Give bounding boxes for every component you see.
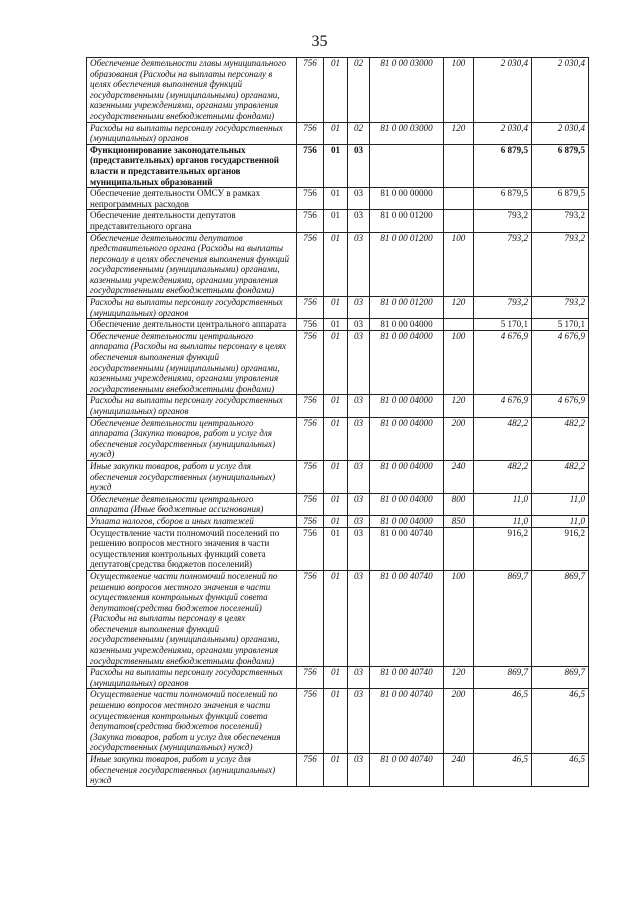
row-sum-2-cell: 916,2 xyxy=(532,527,589,570)
row-csr-cell: 81 0 00 04000 xyxy=(370,330,444,395)
row-csr-cell: 81 0 00 40740 xyxy=(370,527,444,570)
row-ved-cell: 756 xyxy=(297,570,324,666)
row-csr-cell: 81 0 00 04000 xyxy=(370,460,444,493)
table-row xyxy=(87,460,589,493)
row-rz-cell: 01 xyxy=(324,667,348,689)
row-pr-cell: 03 xyxy=(348,330,370,395)
row-sum-1-cell: 793,2 xyxy=(474,210,532,232)
row-rz-cell: 01 xyxy=(324,188,348,210)
row-ved-cell: 756 xyxy=(297,493,324,515)
row-sum-1-cell: 916,2 xyxy=(474,527,532,570)
row-pr-cell: 03 xyxy=(348,515,370,527)
row-csr-cell: 81 0 00 40740 xyxy=(370,689,444,754)
row-name-cell: Обеспечение деятельности центрального аппарата (Расходы на выплаты персоналу в целях обеспечения выполнения функций государственными (муниципальными) органами, казенными учреждениями, органами управления государственными внебюджетными фондами) xyxy=(87,330,297,395)
row-pr-cell: 03 xyxy=(348,319,370,331)
row-sum-2-cell: 46,5 xyxy=(532,689,589,754)
table-row xyxy=(87,527,589,570)
table-row xyxy=(87,570,589,666)
row-rz-cell: 01 xyxy=(324,297,348,319)
row-rz-cell: 01 xyxy=(324,460,348,493)
row-sum-2-cell: 793,2 xyxy=(532,210,589,232)
row-pr-cell: 03 xyxy=(348,210,370,232)
row-sum-1-cell: 869,7 xyxy=(474,570,532,666)
table-row xyxy=(87,122,589,144)
row-sum-1-cell: 11,0 xyxy=(474,515,532,527)
row-vr-cell: 240 xyxy=(444,754,474,787)
row-ved-cell: 756 xyxy=(297,515,324,527)
table-row xyxy=(87,58,589,123)
row-ved-cell: 756 xyxy=(297,210,324,232)
row-sum-2-cell: 46,5 xyxy=(532,754,589,787)
table-row xyxy=(87,297,589,319)
row-ved-cell: 756 xyxy=(297,417,324,460)
row-name-cell: Уплата налогов, сборов и иных платежей xyxy=(87,515,297,527)
row-vr-cell xyxy=(444,319,474,331)
row-pr-cell: 03 xyxy=(348,297,370,319)
row-vr-cell: 120 xyxy=(444,667,474,689)
row-name-cell: Обеспечение деятельности главы муниципального образования (Расходы на выплаты персоналу в целях обеспечения выполнения функций государственными (муниципальными) органами, казенными учреждениями, органами управления государственными внебюджетными фондами) xyxy=(87,58,297,123)
row-csr-cell: 81 0 00 04000 xyxy=(370,417,444,460)
budget-table xyxy=(86,57,589,787)
row-pr-cell: 03 xyxy=(348,395,370,417)
table-row xyxy=(87,493,589,515)
row-sum-1-cell: 2 030,4 xyxy=(474,58,532,123)
table-row xyxy=(87,144,589,187)
row-ved-cell: 756 xyxy=(297,689,324,754)
row-vr-cell: 100 xyxy=(444,570,474,666)
row-name-cell: Осуществление части полномочий поселений по решению вопросов местного значения в части осуществления контрольных функций совета депутатов(средства бюджетов поселений) (Расходы на выплаты персоналу в целях обеспечения выполнения функций государственными (муниципальными) органами, казенными учреждениями, органами управления государственными внебюджетными фондами) xyxy=(87,570,297,666)
row-vr-cell: 200 xyxy=(444,417,474,460)
row-pr-cell: 03 xyxy=(348,144,370,187)
row-sum-1-cell: 793,2 xyxy=(474,297,532,319)
row-csr-cell: 81 0 00 04000 xyxy=(370,515,444,527)
row-csr-cell: 81 0 00 40740 xyxy=(370,570,444,666)
row-pr-cell: 03 xyxy=(348,570,370,666)
row-rz-cell: 01 xyxy=(324,515,348,527)
row-sum-2-cell: 793,2 xyxy=(532,232,589,297)
row-ved-cell: 756 xyxy=(297,330,324,395)
row-sum-2-cell: 793,2 xyxy=(532,297,589,319)
row-rz-cell: 01 xyxy=(324,395,348,417)
row-sum-1-cell: 793,2 xyxy=(474,232,532,297)
row-sum-1-cell: 482,2 xyxy=(474,417,532,460)
row-name-cell: Иные закупки товаров, работ и услуг для обеспечения государственных (муниципальных) нужд xyxy=(87,754,297,787)
row-sum-2-cell: 5 170,1 xyxy=(532,319,589,331)
row-rz-cell: 01 xyxy=(324,493,348,515)
row-vr-cell: 120 xyxy=(444,395,474,417)
row-ved-cell: 756 xyxy=(297,58,324,123)
row-pr-cell: 03 xyxy=(348,417,370,460)
row-sum-2-cell: 869,7 xyxy=(532,570,589,666)
row-rz-cell: 01 xyxy=(324,754,348,787)
row-sum-1-cell: 4 676,9 xyxy=(474,395,532,417)
row-pr-cell: 03 xyxy=(348,460,370,493)
row-rz-cell: 01 xyxy=(324,689,348,754)
row-pr-cell: 03 xyxy=(348,527,370,570)
row-csr-cell: 81 0 00 01200 xyxy=(370,232,444,297)
row-sum-2-cell: 6 879,5 xyxy=(532,144,589,187)
row-csr-cell: 81 0 00 03000 xyxy=(370,58,444,123)
row-sum-1-cell: 482,2 xyxy=(474,460,532,493)
row-name-cell: Обеспечение деятельности центрального аппарата (Иные бюджетные ассигнования) xyxy=(87,493,297,515)
row-name-cell: Функционирование законодательных (представительных) органов государственной власти и представительных органов муниципальных образований xyxy=(87,144,297,187)
row-ved-cell: 756 xyxy=(297,297,324,319)
table-row xyxy=(87,319,589,331)
row-sum-1-cell: 5 170,1 xyxy=(474,319,532,331)
row-vr-cell: 100 xyxy=(444,330,474,395)
table-row xyxy=(87,515,589,527)
row-sum-1-cell: 11,0 xyxy=(474,493,532,515)
row-rz-cell: 01 xyxy=(324,144,348,187)
row-vr-cell xyxy=(444,210,474,232)
row-rz-cell: 01 xyxy=(324,417,348,460)
row-pr-cell: 03 xyxy=(348,754,370,787)
row-csr-cell: 81 0 00 40740 xyxy=(370,667,444,689)
row-csr-cell: 81 0 00 00000 xyxy=(370,188,444,210)
row-name-cell: Обеспечение деятельности депутатов представительного органа xyxy=(87,210,297,232)
row-name-cell: Расходы на выплаты персоналу государственных (муниципальных) органов xyxy=(87,122,297,144)
table-body xyxy=(87,58,589,787)
row-sum-2-cell: 2 030,4 xyxy=(532,122,589,144)
row-vr-cell: 120 xyxy=(444,297,474,319)
row-pr-cell: 03 xyxy=(348,493,370,515)
row-csr-cell: 81 0 00 01200 xyxy=(370,210,444,232)
row-sum-2-cell: 482,2 xyxy=(532,417,589,460)
table-row xyxy=(87,689,589,754)
row-vr-cell: 850 xyxy=(444,515,474,527)
row-vr-cell xyxy=(444,144,474,187)
row-sum-2-cell: 2 030,4 xyxy=(532,58,589,123)
row-sum-1-cell: 46,5 xyxy=(474,754,532,787)
row-vr-cell: 100 xyxy=(444,232,474,297)
table-row xyxy=(87,210,589,232)
row-sum-2-cell: 6 879,5 xyxy=(532,188,589,210)
row-sum-2-cell: 482,2 xyxy=(532,460,589,493)
row-sum-1-cell: 2 030,4 xyxy=(474,122,532,144)
row-pr-cell: 03 xyxy=(348,689,370,754)
row-pr-cell: 03 xyxy=(348,188,370,210)
table-row xyxy=(87,417,589,460)
row-rz-cell: 01 xyxy=(324,319,348,331)
row-vr-cell xyxy=(444,527,474,570)
table-row xyxy=(87,232,589,297)
table-row xyxy=(87,754,589,787)
row-sum-2-cell: 869,7 xyxy=(532,667,589,689)
row-name-cell: Расходы на выплаты персоналу государственных (муниципальных) органов xyxy=(87,667,297,689)
table-row xyxy=(87,188,589,210)
row-ved-cell: 756 xyxy=(297,319,324,331)
row-ved-cell: 756 xyxy=(297,232,324,297)
row-vr-cell: 800 xyxy=(444,493,474,515)
row-ved-cell: 756 xyxy=(297,754,324,787)
row-csr-cell: 81 0 00 03000 xyxy=(370,122,444,144)
row-sum-1-cell: 6 879,5 xyxy=(474,188,532,210)
row-sum-1-cell: 869,7 xyxy=(474,667,532,689)
row-vr-cell: 120 xyxy=(444,122,474,144)
row-ved-cell: 756 xyxy=(297,667,324,689)
row-vr-cell: 100 xyxy=(444,58,474,123)
row-sum-1-cell: 46,5 xyxy=(474,689,532,754)
row-sum-1-cell: 6 879,5 xyxy=(474,144,532,187)
row-ved-cell: 756 xyxy=(297,188,324,210)
row-pr-cell: 02 xyxy=(348,122,370,144)
row-csr-cell: 81 0 00 40740 xyxy=(370,754,444,787)
row-name-cell: Расходы на выплаты персоналу государственных (муниципальных) органов xyxy=(87,297,297,319)
row-ved-cell: 756 xyxy=(297,122,324,144)
table-row xyxy=(87,395,589,417)
table-row xyxy=(87,667,589,689)
row-vr-cell xyxy=(444,188,474,210)
row-sum-2-cell: 4 676,9 xyxy=(532,395,589,417)
row-vr-cell: 240 xyxy=(444,460,474,493)
row-rz-cell: 01 xyxy=(324,232,348,297)
row-sum-2-cell: 4 676,9 xyxy=(532,330,589,395)
row-pr-cell: 03 xyxy=(348,667,370,689)
row-rz-cell: 01 xyxy=(324,330,348,395)
row-csr-cell: 81 0 00 04000 xyxy=(370,493,444,515)
row-name-cell: Обеспечение деятельности центрального аппарата xyxy=(87,319,297,331)
row-name-cell: Обеспечение деятельности центрального аппарата (Закупка товаров, работ и услуг для обеспечения государственных (муниципальных) нужд) xyxy=(87,417,297,460)
table-row xyxy=(87,330,589,395)
row-name-cell: Осуществление части полномочий поселений по решению вопросов местного значения в части осуществления контрольных функций совета депутатов(средства бюджетов поселений) (Закупка товаров, работ и услуг для обеспечения государственных (муниципальных) нужд) xyxy=(87,689,297,754)
row-csr-cell: 81 0 00 01200 xyxy=(370,297,444,319)
row-name-cell: Обеспечение деятельности ОМСУ в рамках непрограммных расходов xyxy=(87,188,297,210)
row-name-cell: Обеспечение деятельности депутатов представительного органа (Расходы на выплаты персоналу в целях обеспечения выполнения функций государственными (муниципальными) органами, казенными учреждениями, органами управления государственными внебюджетными фондами) xyxy=(87,232,297,297)
row-ved-cell: 756 xyxy=(297,144,324,187)
row-sum-1-cell: 4 676,9 xyxy=(474,330,532,395)
row-csr-cell: 81 0 00 04000 xyxy=(370,395,444,417)
row-csr-cell: 81 0 00 04000 xyxy=(370,319,444,331)
row-ved-cell: 756 xyxy=(297,460,324,493)
row-name-cell: Иные закупки товаров, работ и услуг для обеспечения государственных (муниципальных) нужд xyxy=(87,460,297,493)
row-pr-cell: 02 xyxy=(348,58,370,123)
row-vr-cell: 200 xyxy=(444,689,474,754)
row-rz-cell: 01 xyxy=(324,58,348,123)
row-csr-cell xyxy=(370,144,444,187)
row-rz-cell: 01 xyxy=(324,527,348,570)
page-number: 35 xyxy=(311,33,328,50)
row-rz-cell: 01 xyxy=(324,570,348,666)
row-ved-cell: 756 xyxy=(297,395,324,417)
row-name-cell: Расходы на выплаты персоналу государственных (муниципальных) органов xyxy=(87,395,297,417)
row-sum-2-cell: 11,0 xyxy=(532,515,589,527)
row-sum-2-cell: 11,0 xyxy=(532,493,589,515)
row-pr-cell: 03 xyxy=(348,232,370,297)
row-name-cell: Осуществление части полномочий поселений по решению вопросов местного значения в части осуществления контрольных функций совета депутатов(средства бюджетов поселений) xyxy=(87,527,297,570)
row-ved-cell: 756 xyxy=(297,527,324,570)
row-rz-cell: 01 xyxy=(324,210,348,232)
row-rz-cell: 01 xyxy=(324,122,348,144)
